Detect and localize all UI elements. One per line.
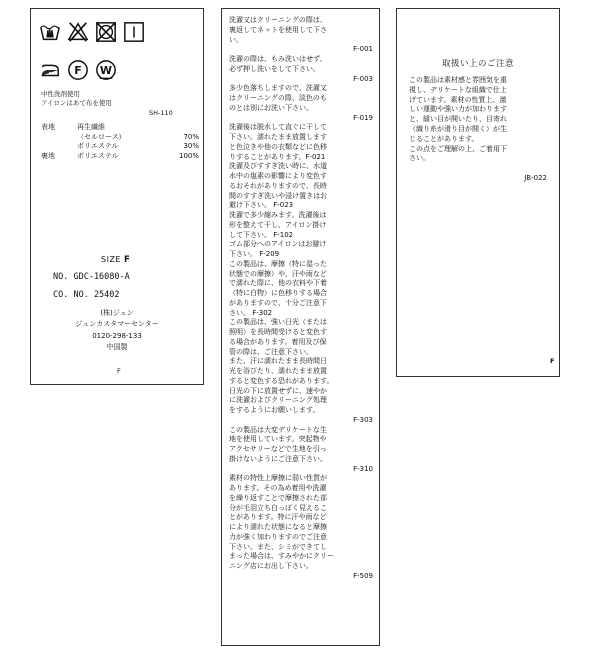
instruction-line: 洗濯の際は、もみ洗いはせず、 [229, 55, 327, 63]
line-dry-icon [123, 21, 145, 43]
caution-line: この製品は素材感と雰囲気を重 [409, 76, 507, 84]
instruction-line: 多少色落ちしますので、洗濯又 [229, 84, 327, 93]
product-number: NO. GDC-16080-A [53, 272, 130, 282]
company-name: (株)ジュン [100, 309, 134, 317]
instruction-line: に洗濯およびクリーニング処理 [229, 396, 327, 405]
wet-clean-letter: W [99, 64, 113, 78]
instruction-line: 水中の塩素の影響により変色す [229, 172, 327, 180]
instruction-line: （特に白物）に色移りする場合 [229, 289, 327, 297]
instruction-line: 洗濯で多少縮みます。洗濯後は [229, 211, 327, 219]
instruction-line: 形を整えて干し、アイロン掛け [229, 220, 327, 229]
instruction-line: により濡れた状態になると摩擦 [229, 523, 327, 531]
label-mark-f: F [550, 357, 555, 365]
instruction-line: 洗濯及びすすぎ洗い時に、水道 [229, 162, 328, 171]
instruction-line: 間のすすぎ洗いや浸け置きはお [229, 191, 328, 200]
instruction-code: F-003 [353, 74, 373, 83]
fiber-part: 裏地 [41, 151, 55, 160]
fiber-row [41, 152, 199, 162]
instruction-line: 洗濯又はクリーニングの際は、 [229, 16, 327, 24]
instruction-line: 力が強く加わりますのでご注意 [229, 532, 327, 541]
size-value: F [123, 255, 131, 265]
instruction-line: はクリーニングの際、淡色のも [229, 94, 327, 102]
instruction-line: い。 [229, 35, 243, 44]
fiber-composition-table [41, 123, 199, 161]
instruction-line: 地を使用しています。突起物や [229, 435, 327, 444]
wet-clean-w-icon [95, 59, 117, 81]
care-symbols-row-1 [39, 21, 145, 43]
instruction-line: 照明）を長時間受けると変色す [229, 328, 327, 336]
instruction-line: がありますので、十分ご注意下 [229, 298, 327, 307]
instruction-line: この製品は、強い日光（または [229, 318, 327, 327]
caution-body [409, 76, 553, 164]
color-number: CO. NO. 25402 [53, 290, 120, 300]
instruction-line: 下さい。 F-209 [229, 250, 280, 258]
instruction-line: この製品は大変デリケートな生 [229, 425, 327, 434]
instruction-code: F-019 [353, 113, 373, 122]
fiber-material: ポリエステル [77, 151, 119, 160]
instruction-line: ゴム部分へのアイロンはお避け [229, 240, 327, 249]
handling-caution-label [396, 8, 560, 377]
instruction-line: 裏返してネットを使用して下さ [229, 25, 327, 34]
instruction-line: さい。 F-302 [229, 308, 273, 317]
caution-line: と、縫い目が開いたり、目寄れ [409, 115, 507, 124]
no-tumble-dry-icon [95, 21, 117, 43]
instruction-line: この製品は、摩擦（特に湿った [229, 259, 327, 268]
iron-note: アイロンはあて布を使用 [41, 99, 112, 107]
instruction-line: る場合があります。着用及び保 [229, 337, 327, 346]
instruction-line: ニング店にお出し下さい。 [229, 562, 313, 570]
hand-wash-icon [39, 21, 61, 43]
instruction-line: 避け下さい。 F-023 [229, 201, 294, 210]
instruction-line: 掛けないようにご注意下さい。 [229, 454, 327, 463]
company-info [31, 308, 203, 353]
phone-number: 0120-298-133 [92, 331, 142, 340]
fiber-material: 再生繊維 [77, 123, 105, 131]
fiber-percent [165, 123, 199, 133]
care-instructions-text [229, 16, 375, 582]
caution-code: JB-022 [524, 174, 547, 182]
caution-line: さい。 [409, 154, 430, 163]
fiber-material: （セルロース） [77, 132, 126, 141]
size-indicator [101, 255, 130, 265]
instruction-line: りすることがあります。F-021 [229, 152, 326, 161]
instruction-line: 下さい。また、シミができてし [229, 542, 327, 551]
fiber-percent: 30% [183, 142, 199, 151]
customer-center: ジュンカスタマーセンター [75, 320, 159, 329]
caution-line: しい運動や強い力が加わります [409, 105, 507, 114]
country-of-origin: 中国製 [106, 342, 128, 351]
instruction-line: アクセサリーなどで生地を引っ [229, 445, 327, 453]
fiber-material: ポリエステル [77, 142, 119, 151]
instruction-line: 状態での摩擦）や、汗や雨など [229, 269, 327, 278]
instruction-line: 分が毛羽立ち白っぽく見えるこ [229, 503, 327, 512]
instruction-line: あります。その為め着用や洗濯 [229, 484, 327, 492]
care-label-main [30, 8, 204, 385]
fiber-row [41, 142, 199, 152]
fiber-part: 表地 [41, 123, 55, 131]
care-instructions-label [221, 8, 380, 646]
instruction-line: のとは別にお洗い下さい。 [229, 103, 313, 112]
instruction-line: と色泣きや他の衣類などに色移 [229, 142, 327, 151]
fiber-row [41, 123, 199, 133]
sh-code: SH-110 [149, 109, 173, 117]
instruction-line: まった場合は、すみやかにクリー [229, 552, 334, 561]
caution-line: げています。素材の性質上、激 [409, 95, 507, 104]
instruction-line: で濡れた際に、他の衣料や下着 [229, 279, 327, 288]
instruction-line: 洗濯後は脱水して直ぐに干して [229, 123, 327, 132]
caution-title: 取扱い上のご注意 [441, 59, 514, 69]
no-bleach-icon [67, 21, 89, 43]
caution-line: 視し、デリケートな組織で仕上 [409, 85, 507, 94]
iron-low-icon [39, 59, 61, 81]
instruction-line: 必ず押し洗いをして下さい。 [229, 64, 320, 73]
caution-line: じることがあります。 [409, 134, 479, 143]
fiber-part [41, 142, 77, 152]
instruction-line: 下さい。濡れたまま放置します [229, 133, 327, 141]
care-symbols-row-2 [39, 59, 117, 81]
caution-line: （織り糸が滑り目が開く）が生 [409, 124, 507, 133]
instruction-code: F-001 [353, 45, 373, 54]
instruction-code: F-509 [353, 571, 373, 580]
instruction-line: をするようにお願いします。 [229, 406, 320, 414]
instruction-line: とがあります。特に汗や雨など [229, 513, 327, 522]
instruction-line: して下さい。 F-102 [229, 230, 294, 239]
size-label: SIZE [101, 255, 121, 264]
instruction-line: るおそれがありますので、長時 [229, 181, 327, 190]
instruction-code: F-310 [353, 464, 373, 473]
dry-clean-f-icon [67, 59, 89, 81]
fiber-percent: 100% [178, 151, 199, 160]
detergent-note: 中性洗剤使用 [41, 90, 80, 98]
fiber-percent: 70% [183, 132, 199, 141]
instruction-line: 光を浴びたり、濡れたまま放置 [229, 367, 327, 375]
label-mark-f: F [117, 367, 121, 375]
instruction-line: 日光の下に放置せずに、速やか [229, 386, 327, 395]
fiber-row [41, 133, 199, 143]
instruction-line: すると変色する恐れがあります。 [229, 376, 334, 385]
instruction-code: F-303 [353, 415, 373, 424]
dry-clean-letter: F [74, 64, 82, 78]
instruction-line: を繰り返すことで摩擦された部 [229, 493, 327, 502]
caution-line: この点をご理解の上、ご着用下 [409, 144, 507, 153]
instruction-line: 素材の特性上摩擦に弱い性質が [229, 474, 327, 483]
instruction-line: また、汗に濡れたまま長時間日 [229, 357, 327, 366]
fiber-part [41, 133, 77, 143]
instruction-line: 管の際は、ご注意下さい。 [229, 347, 313, 356]
